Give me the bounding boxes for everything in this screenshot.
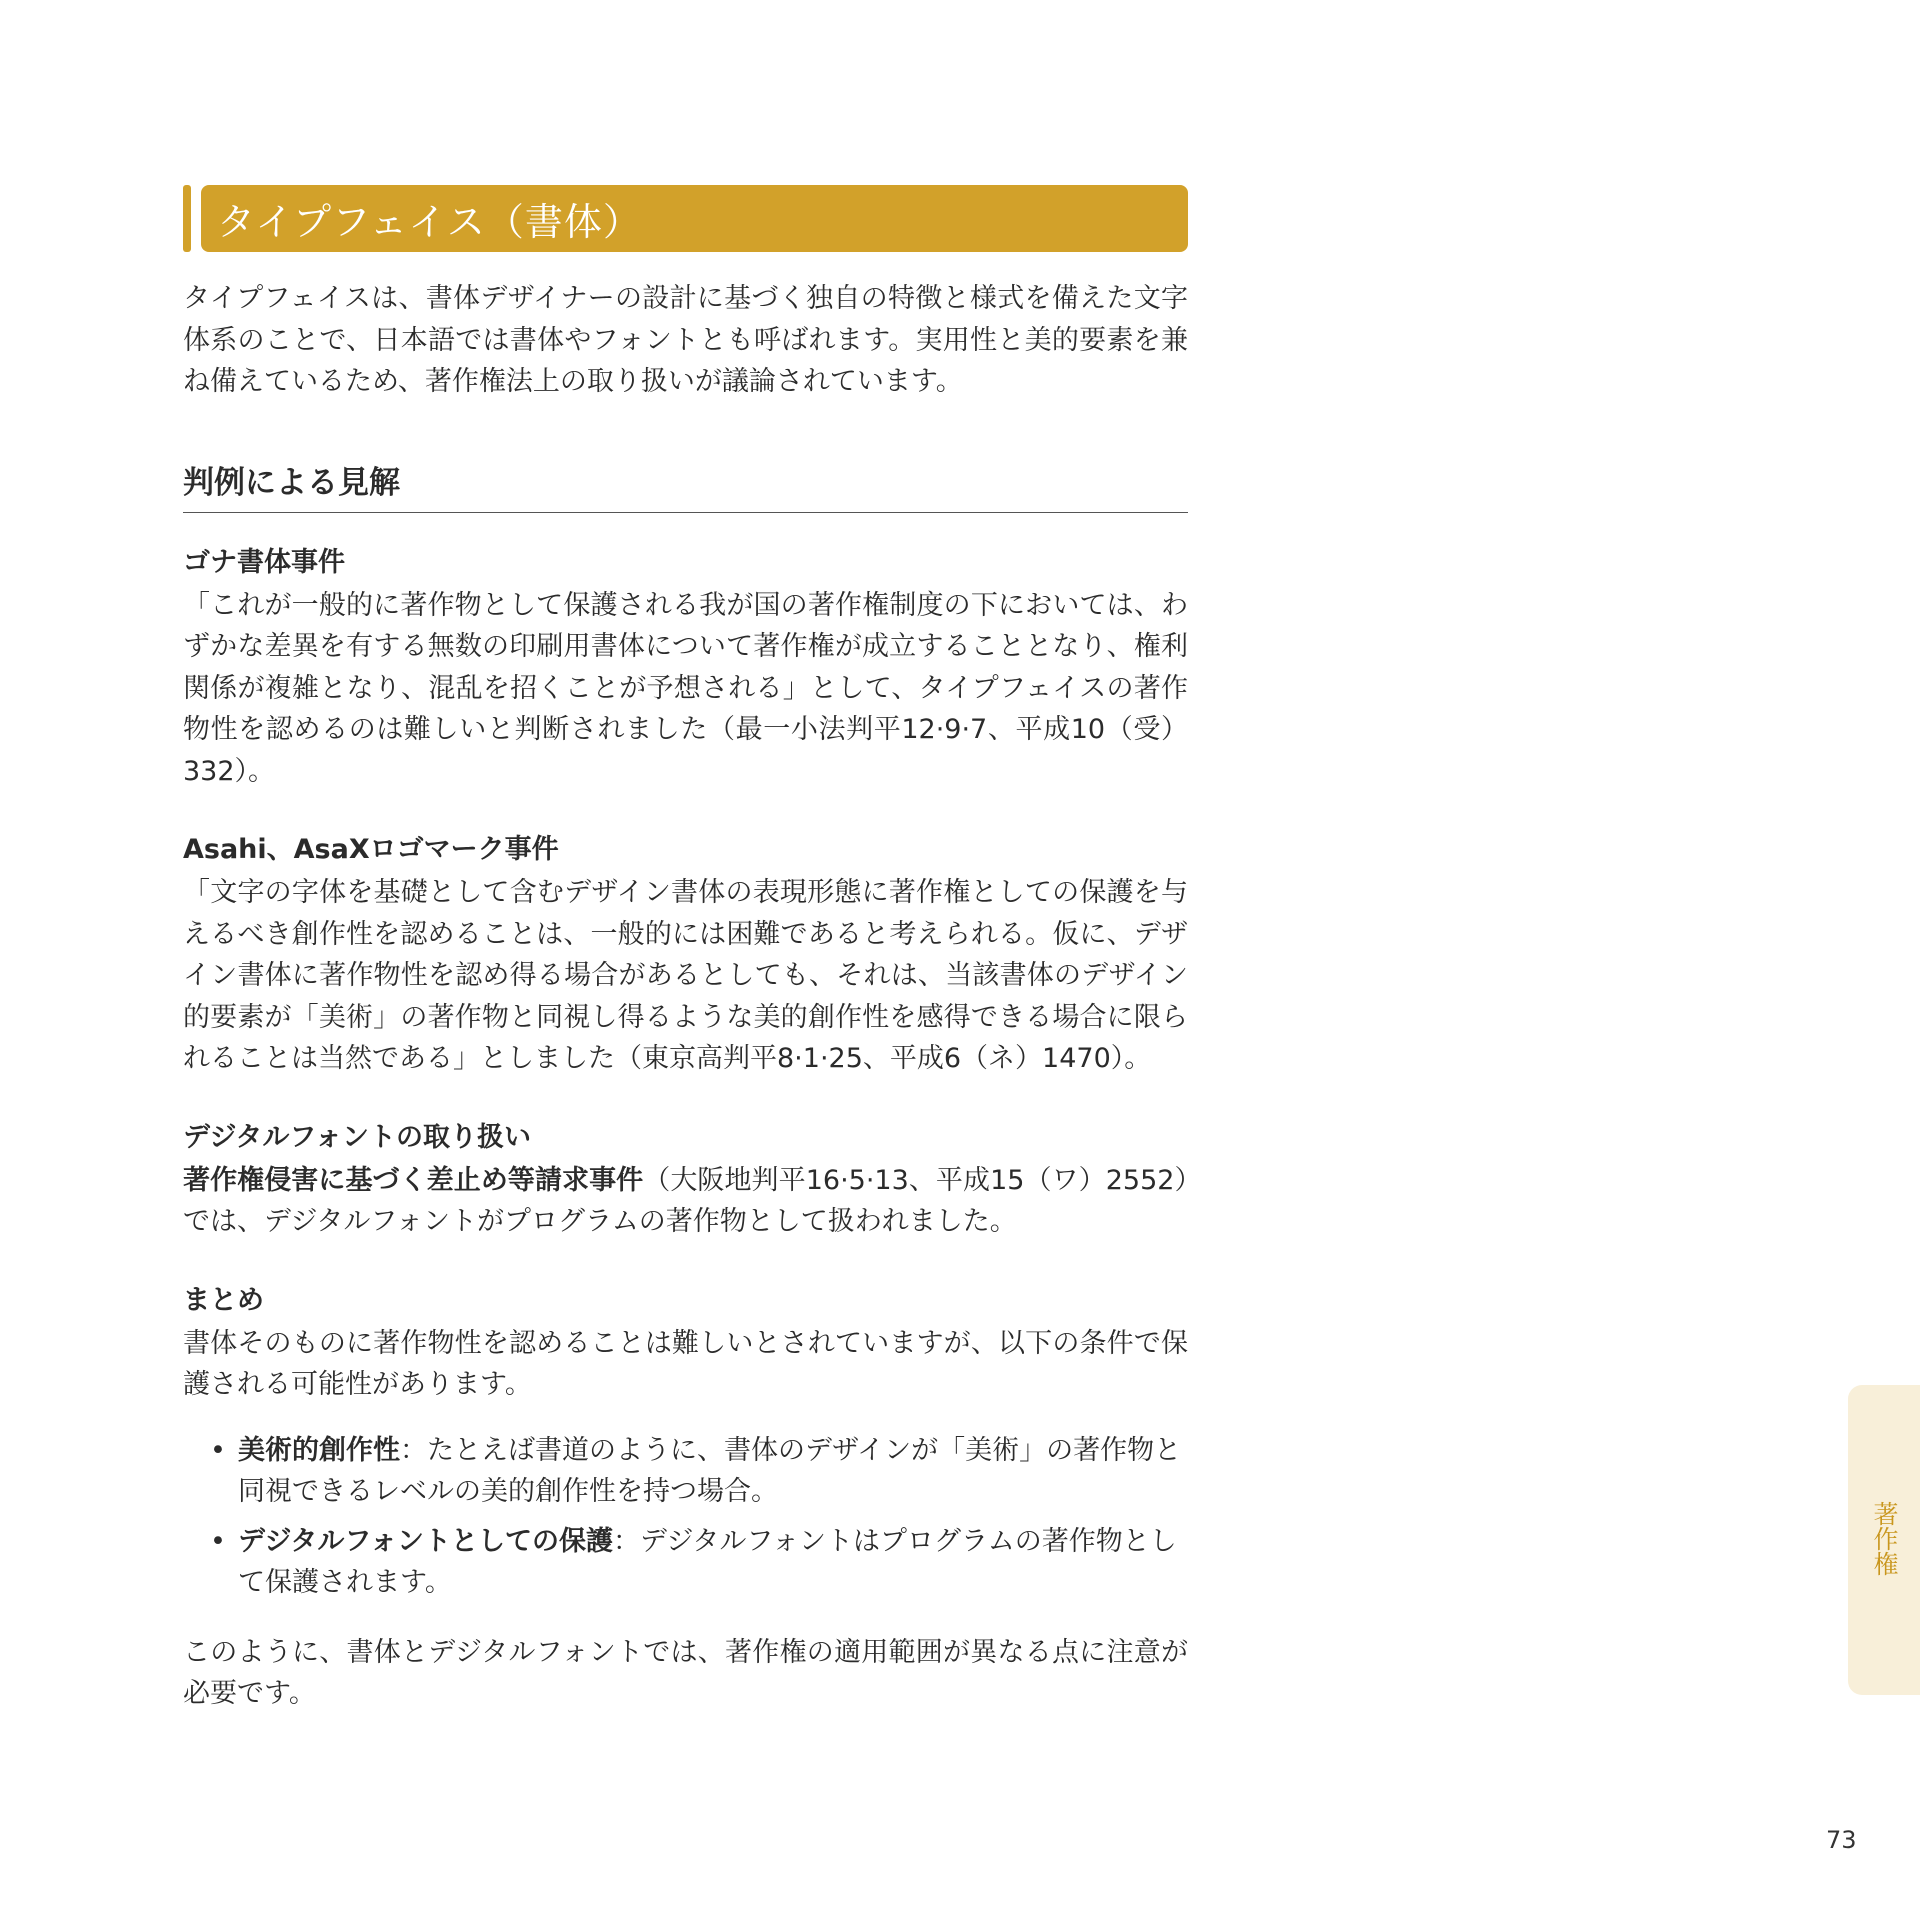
bullet-icon: • [210, 1525, 226, 1557]
section-title-bar [201, 185, 1188, 252]
case-digital-font [183, 1118, 1188, 1243]
case-body-text: （大阪地判平16·5·13、平成15（ワ）2552）では、デジタルフォントがプログラムの著作物として扱われました。 [183, 1164, 1189, 1237]
case-title: Asahi、AsaXロゴマーク事件 [183, 834, 559, 865]
bullet-icon: • [210, 1434, 226, 1466]
summary-body: 書体そのものに著作物性を認めることは難しいとされていますが、以下の条件で保護される可能性があります。 [183, 1327, 1188, 1400]
chapter-side-tab [1848, 1385, 1920, 1695]
chapter-tab-label: 著作権 [1870, 1501, 1899, 1576]
case-body: 「これが一般的に著作物として保護される我が国の著作権制度の下においては、わずかな差異を有する無数の印刷用書体について著作権が成立することとなり、権利関係が複雑となり、混乱を招くことが予想される」として、タイプフェイスの著作物性を認めるのは難しいと判断されました（最一小法判平12·9·7、平成10（受）332）。 [183, 589, 1188, 787]
case-asahi [183, 830, 1188, 1080]
list-item-text: ：たとえば書道のように、書体のデザインが「美術」の著作物と同視できるレベルの美的創作性を持つ場合。 [238, 1434, 1182, 1507]
case-title: ゴナ書体事件 [183, 546, 345, 578]
case-body [183, 1160, 1188, 1243]
case-body: 「文字の字体を基礎として含むデザイン書体の表現形態に著作権としての保護を与えるべき創作性を認めることは、一般的には困難であると考えられる。仮に、デザイン書体に著作物性を認め得る場合があるとしても、それは、当該書体のデザイン的要素が「美術」の著作物と同視し得るような美的創作性を感得できる場合に限られることは当然である」としました（東京高判平8·1·25、平成6（ネ）1470）。 [183, 877, 1188, 1074]
section-accent-bar [183, 185, 191, 252]
conclusion-paragraph: このように、書体とデジタルフォントでは、著作権の適用範囲が異なる点に注意が必要です。 [183, 1636, 1188, 1709]
page-number: 73 [1826, 1826, 1857, 1854]
summary-block [183, 1281, 1188, 1715]
list-item-term: デジタルフォントとしての保護 [238, 1525, 614, 1557]
list-item [183, 1430, 1188, 1513]
case-title: デジタルフォントの取り扱い [183, 1121, 532, 1153]
main-content [183, 185, 1188, 1715]
case-body-bold: 著作権侵害に基づく差止め等請求事件 [183, 1164, 644, 1196]
section-title: タイプフェイス（書体） [217, 200, 642, 244]
summary-title: まとめ [183, 1284, 264, 1316]
section-header [183, 185, 1188, 252]
list-item [183, 1521, 1188, 1604]
list-item-term: 美術的創作性 [238, 1434, 400, 1466]
list-item-text: ：デジタルフォントはプログラムの著作物として保護されます。 [238, 1525, 1177, 1598]
case-gona [183, 543, 1188, 793]
intro-paragraph: タイプフェイスは、書体デザイナーの設計に基づく独自の特徴と様式を備えた文字体系のことで、日本語では書体やフォントとも呼ばれます。実用性と美的要素を兼ね備えているため、著作権法上の取り扱いが議論されています。 [183, 283, 1188, 397]
subheading-precedents: 判例による見解 [183, 457, 1188, 513]
conditions-list [183, 1430, 1188, 1604]
